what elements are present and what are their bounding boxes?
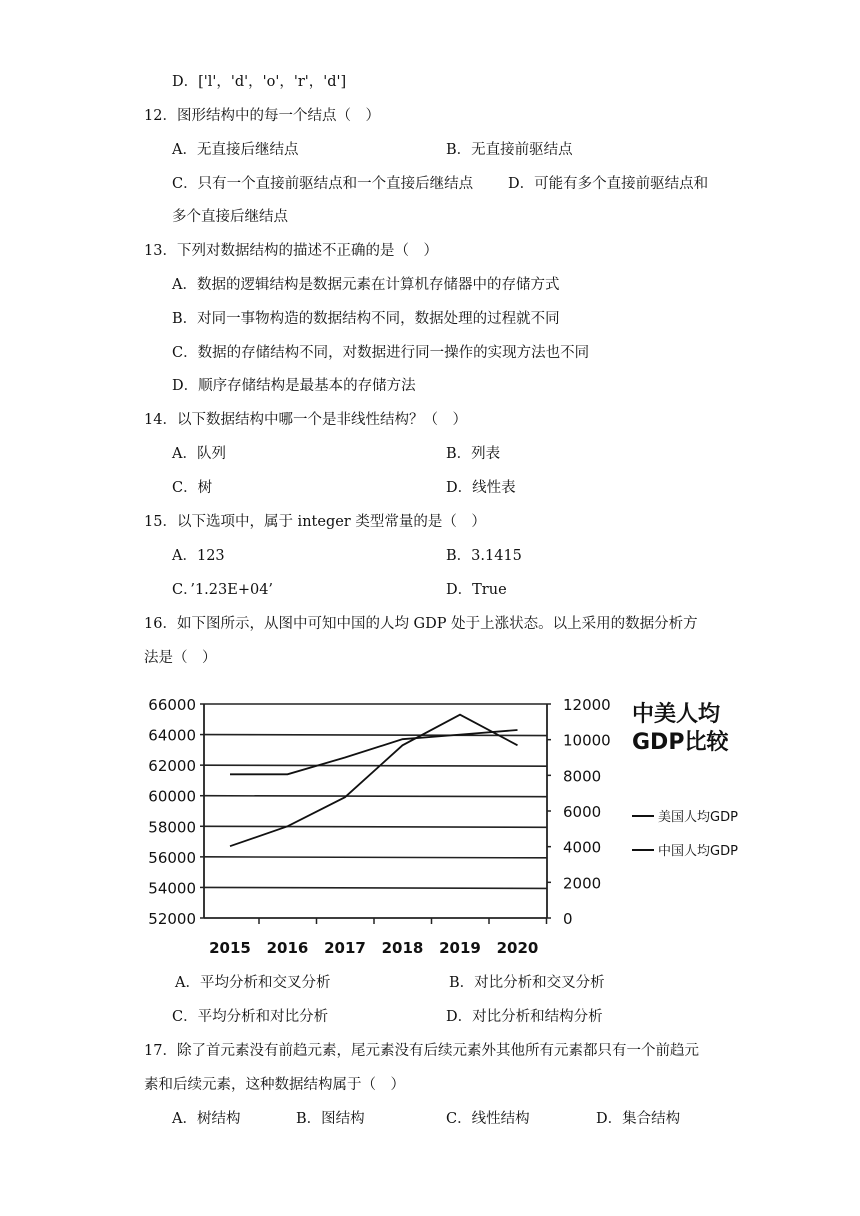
q12-option-a[interactable]: A．无直接后继结点: [172, 142, 299, 158]
chart-legend: [632, 810, 738, 859]
x-tick-label: 2019: [439, 939, 481, 957]
q16-option-c[interactable]: C．平均分析和对比分析: [172, 1009, 329, 1025]
q13-option-c[interactable]: C．数据的存储结构不同，对数据进行同一操作的实现方法也不同: [172, 345, 590, 361]
x-tick-label: 2018: [381, 939, 424, 957]
q14-option-d[interactable]: D．线性表: [446, 480, 516, 496]
chart-title-line2: GDP比较: [632, 730, 729, 755]
q15-option-a[interactable]: A．123: [172, 548, 225, 564]
right-tick-label: 12000: [563, 696, 611, 714]
q16-stem-line2: 法是（ ）: [144, 650, 217, 666]
q12-option-d[interactable]: D．可能有多个直接前驱结点和: [508, 176, 709, 192]
left-tick-label: 64000: [148, 726, 196, 745]
x-axis-ticks: [209, 939, 538, 957]
series-line: [230, 730, 518, 774]
q15-option-d[interactable]: D．True: [446, 582, 507, 598]
right-tick-label: 10000: [563, 731, 611, 750]
q17-option-a[interactable]: A．树结构: [172, 1111, 241, 1127]
x-tick-label: 2016: [266, 939, 309, 957]
x-tick-label: 2020: [496, 939, 539, 957]
q17-option-c[interactable]: C．线性结构: [446, 1111, 530, 1127]
q13-option-b[interactable]: B．对同一事物构造的数据结构不同，数据处理的过程就不同: [172, 311, 560, 327]
legend-label: 美国人均GDP: [658, 810, 738, 825]
right-tick-label: 8000: [563, 767, 602, 786]
q17-stem-line1: 17．除了首元素没有前趋元素，尾元素没有后续元素外其他所有元素都只有一个前趋元: [144, 1043, 699, 1059]
q13-stem: 13．下列对数据结构的描述不正确的是（ ）: [144, 243, 438, 259]
right-tick-label: 6000: [563, 803, 602, 821]
legend-label: 中国人均GDP: [658, 844, 738, 859]
left-axis-ticks: [148, 696, 196, 928]
q17-option-b[interactable]: B．图结构: [296, 1111, 365, 1127]
gridline: [204, 765, 547, 766]
q12-stem: 12．图形结构中的每一个结点（ ）: [144, 108, 380, 124]
gridline: [204, 826, 547, 827]
q16-option-d[interactable]: D．对比分析和结构分析: [446, 1009, 603, 1025]
q16-option-b[interactable]: B．对比分析和交叉分析: [449, 975, 605, 991]
gdp-comparison-chart: [140, 686, 760, 962]
gridline: [204, 887, 547, 888]
x-tick-label: 2017: [324, 939, 366, 957]
left-tick-label: 58000: [148, 818, 196, 837]
gridline: [204, 735, 547, 736]
q15-option-b[interactable]: B．3.1415: [446, 548, 522, 564]
left-tick-label: 62000: [148, 757, 196, 776]
right-tick-label: 2000: [563, 874, 602, 893]
q14-stem: 14．以下数据结构中哪一个是非线性结构？（ ）: [144, 412, 467, 428]
left-tick-label: 56000: [148, 848, 196, 867]
q13-option-d[interactable]: D．顺序存储结构是最基本的存储方法: [172, 378, 416, 394]
q17-option-d[interactable]: D．集合结构: [596, 1111, 681, 1127]
x-tick-label: 2015: [209, 939, 251, 957]
right-axis-ticks: [563, 696, 611, 928]
left-tick-label: 54000: [148, 879, 196, 898]
q14-option-c[interactable]: C．树: [172, 480, 213, 496]
q17-stem-line2: 素和后续元素，这种数据结构属于（ ）: [144, 1077, 405, 1093]
q14-option-a[interactable]: A．队列: [172, 446, 226, 462]
left-tick-label: 60000: [148, 787, 196, 806]
q13-option-a[interactable]: A．数据的逻辑结构是数据元素在计算机存储器中的存储方式: [172, 277, 560, 293]
q12-option-d-continued: 多个直接后继结点: [172, 209, 288, 225]
q15-stem: 15．以下选项中，属于 integer 类型常量的是（ ）: [144, 514, 486, 530]
left-tick-label: 66000: [148, 696, 196, 714]
q12-option-b[interactable]: B．无直接前驱结点: [446, 142, 573, 158]
q15-option-c[interactable]: C．’1.23E+04’: [172, 582, 274, 598]
chart-title-line1: 中美人均: [632, 702, 721, 727]
gridline: [204, 796, 547, 797]
q16-option-a[interactable]: A．平均分析和交叉分析: [175, 975, 331, 991]
chart-grid: [204, 735, 547, 889]
chart-axes: [200, 704, 551, 924]
right-tick-label: 0: [563, 910, 573, 928]
right-tick-label: 4000: [563, 838, 602, 857]
q11-option-d: D．['l'，'d'，'o'，'r'，'d']: [172, 74, 347, 90]
q16-stem-line1: 16．如下图所示，从图中可知中国的人均 GDP 处于上涨状态。以上采用的数据分析方: [144, 616, 698, 632]
q12-option-c[interactable]: C．只有一个直接前驱结点和一个直接后继结点: [172, 176, 474, 192]
left-tick-label: 52000: [148, 910, 196, 928]
q14-option-b[interactable]: B．列表: [446, 446, 501, 462]
gridline: [204, 857, 547, 858]
